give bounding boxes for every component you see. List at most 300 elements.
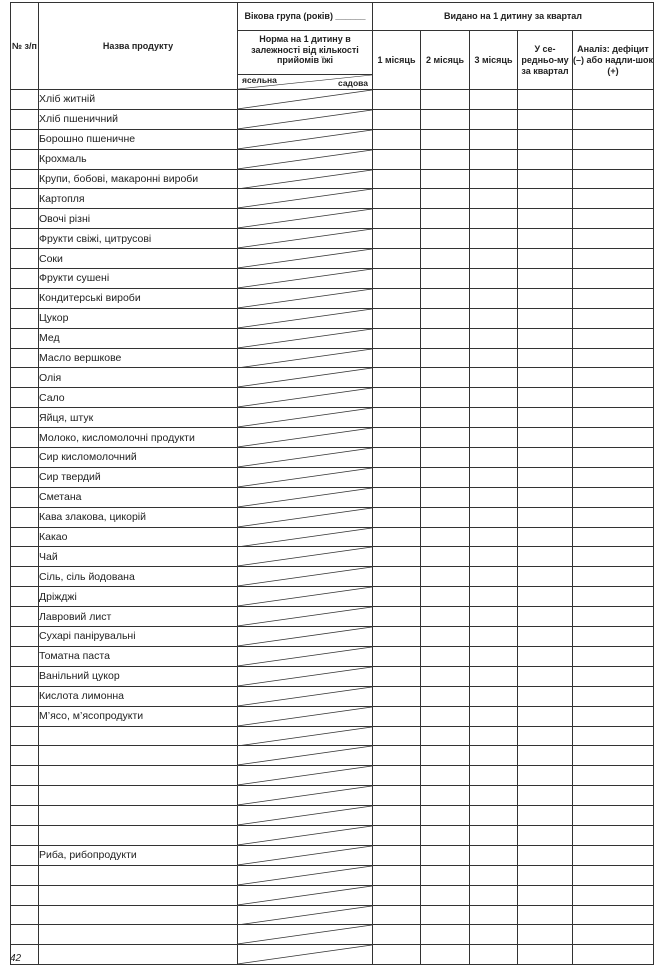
analysis-cell[interactable] (573, 607, 654, 627)
month-1-cell[interactable] (373, 428, 421, 448)
average-cell[interactable] (518, 109, 573, 129)
norm-diagonal-cell[interactable] (238, 527, 373, 547)
month-1-cell[interactable] (373, 567, 421, 587)
norm-diagonal-cell[interactable] (238, 825, 373, 845)
average-cell[interactable] (518, 666, 573, 686)
month-3-cell[interactable] (470, 149, 518, 169)
month-1-cell[interactable] (373, 527, 421, 547)
month-2-cell[interactable] (421, 706, 470, 726)
norm-diagonal-cell[interactable] (238, 229, 373, 249)
row-number-cell[interactable] (11, 547, 39, 567)
month-1-cell[interactable] (373, 885, 421, 905)
analysis-cell[interactable] (573, 149, 654, 169)
month-1-cell[interactable] (373, 806, 421, 826)
analysis-cell[interactable] (573, 169, 654, 189)
month-1-cell[interactable] (373, 865, 421, 885)
norm-diagonal-cell[interactable] (238, 706, 373, 726)
month-2-cell[interactable] (421, 109, 470, 129)
norm-diagonal-cell[interactable] (238, 209, 373, 229)
row-number-cell[interactable] (11, 487, 39, 507)
month-3-cell[interactable] (470, 845, 518, 865)
row-number-cell[interactable] (11, 288, 39, 308)
norm-diagonal-cell[interactable] (238, 90, 373, 110)
month-2-cell[interactable] (421, 686, 470, 706)
norm-diagonal-cell[interactable] (238, 487, 373, 507)
month-1-cell[interactable] (373, 368, 421, 388)
month-2-cell[interactable] (421, 786, 470, 806)
average-cell[interactable] (518, 348, 573, 368)
norm-diagonal-cell[interactable] (238, 467, 373, 487)
month-3-cell[interactable] (470, 249, 518, 269)
norm-diagonal-cell[interactable] (238, 686, 373, 706)
month-2-cell[interactable] (421, 368, 470, 388)
month-1-cell[interactable] (373, 825, 421, 845)
month-3-cell[interactable] (470, 487, 518, 507)
average-cell[interactable] (518, 209, 573, 229)
average-cell[interactable] (518, 169, 573, 189)
month-3-cell[interactable] (470, 925, 518, 945)
month-2-cell[interactable] (421, 487, 470, 507)
analysis-cell[interactable] (573, 109, 654, 129)
month-2-cell[interactable] (421, 845, 470, 865)
analysis-cell[interactable] (573, 945, 654, 965)
month-1-cell[interactable] (373, 706, 421, 726)
norm-diagonal-cell[interactable] (238, 109, 373, 129)
month-3-cell[interactable] (470, 746, 518, 766)
row-number-cell[interactable] (11, 607, 39, 627)
average-cell[interactable] (518, 806, 573, 826)
norm-diagonal-cell[interactable] (238, 845, 373, 865)
month-1-cell[interactable] (373, 507, 421, 527)
analysis-cell[interactable] (573, 348, 654, 368)
row-number-cell[interactable] (11, 169, 39, 189)
month-2-cell[interactable] (421, 627, 470, 647)
row-number-cell[interactable] (11, 249, 39, 269)
month-3-cell[interactable] (470, 209, 518, 229)
norm-diagonal-cell[interactable] (238, 766, 373, 786)
month-1-cell[interactable] (373, 925, 421, 945)
month-2-cell[interactable] (421, 189, 470, 209)
analysis-cell[interactable] (573, 885, 654, 905)
analysis-cell[interactable] (573, 567, 654, 587)
norm-diagonal-cell[interactable] (238, 945, 373, 965)
norm-diagonal-cell[interactable] (238, 169, 373, 189)
analysis-cell[interactable] (573, 328, 654, 348)
month-3-cell[interactable] (470, 766, 518, 786)
month-2-cell[interactable] (421, 90, 470, 110)
norm-diagonal-cell[interactable] (238, 885, 373, 905)
row-number-cell[interactable] (11, 308, 39, 328)
month-3-cell[interactable] (470, 308, 518, 328)
average-cell[interactable] (518, 448, 573, 468)
average-cell[interactable] (518, 627, 573, 647)
norm-diagonal-cell[interactable] (238, 308, 373, 328)
month-2-cell[interactable] (421, 288, 470, 308)
row-number-cell[interactable] (11, 388, 39, 408)
norm-diagonal-cell[interactable] (238, 726, 373, 746)
month-1-cell[interactable] (373, 308, 421, 328)
month-3-cell[interactable] (470, 129, 518, 149)
average-cell[interactable] (518, 766, 573, 786)
analysis-cell[interactable] (573, 308, 654, 328)
month-3-cell[interactable] (470, 865, 518, 885)
month-1-cell[interactable] (373, 766, 421, 786)
month-1-cell[interactable] (373, 587, 421, 607)
row-number-cell[interactable] (11, 348, 39, 368)
month-2-cell[interactable] (421, 607, 470, 627)
month-3-cell[interactable] (470, 905, 518, 925)
row-number-cell[interactable] (11, 905, 39, 925)
norm-diagonal-cell[interactable] (238, 746, 373, 766)
month-1-cell[interactable] (373, 487, 421, 507)
month-1-cell[interactable] (373, 686, 421, 706)
analysis-cell[interactable] (573, 786, 654, 806)
month-1-cell[interactable] (373, 607, 421, 627)
month-3-cell[interactable] (470, 109, 518, 129)
average-cell[interactable] (518, 308, 573, 328)
analysis-cell[interactable] (573, 288, 654, 308)
analysis-cell[interactable] (573, 706, 654, 726)
month-2-cell[interactable] (421, 448, 470, 468)
analysis-cell[interactable] (573, 925, 654, 945)
month-1-cell[interactable] (373, 746, 421, 766)
month-2-cell[interactable] (421, 766, 470, 786)
month-3-cell[interactable] (470, 945, 518, 965)
row-number-cell[interactable] (11, 428, 39, 448)
analysis-cell[interactable] (573, 368, 654, 388)
average-cell[interactable] (518, 368, 573, 388)
month-1-cell[interactable] (373, 229, 421, 249)
norm-diagonal-cell[interactable] (238, 806, 373, 826)
average-cell[interactable] (518, 905, 573, 925)
month-3-cell[interactable] (470, 587, 518, 607)
norm-diagonal-cell[interactable] (238, 408, 373, 428)
average-cell[interactable] (518, 646, 573, 666)
month-1-cell[interactable] (373, 169, 421, 189)
month-1-cell[interactable] (373, 328, 421, 348)
month-1-cell[interactable] (373, 149, 421, 169)
average-cell[interactable] (518, 487, 573, 507)
month-2-cell[interactable] (421, 408, 470, 428)
analysis-cell[interactable] (573, 666, 654, 686)
row-number-cell[interactable] (11, 646, 39, 666)
month-3-cell[interactable] (470, 507, 518, 527)
month-3-cell[interactable] (470, 408, 518, 428)
row-number-cell[interactable] (11, 229, 39, 249)
row-number-cell[interactable] (11, 845, 39, 865)
month-2-cell[interactable] (421, 905, 470, 925)
row-number-cell[interactable] (11, 467, 39, 487)
month-3-cell[interactable] (470, 348, 518, 368)
month-1-cell[interactable] (373, 627, 421, 647)
month-3-cell[interactable] (470, 607, 518, 627)
month-1-cell[interactable] (373, 288, 421, 308)
average-cell[interactable] (518, 607, 573, 627)
row-number-cell[interactable] (11, 587, 39, 607)
average-cell[interactable] (518, 746, 573, 766)
norm-diagonal-cell[interactable] (238, 646, 373, 666)
analysis-cell[interactable] (573, 90, 654, 110)
month-1-cell[interactable] (373, 388, 421, 408)
norm-diagonal-cell[interactable] (238, 905, 373, 925)
month-2-cell[interactable] (421, 328, 470, 348)
analysis-cell[interactable] (573, 467, 654, 487)
average-cell[interactable] (518, 567, 573, 587)
month-2-cell[interactable] (421, 348, 470, 368)
norm-diagonal-cell[interactable] (238, 666, 373, 686)
analysis-cell[interactable] (573, 527, 654, 547)
month-1-cell[interactable] (373, 408, 421, 428)
month-3-cell[interactable] (470, 726, 518, 746)
analysis-cell[interactable] (573, 646, 654, 666)
month-1-cell[interactable] (373, 448, 421, 468)
month-1-cell[interactable] (373, 209, 421, 229)
average-cell[interactable] (518, 269, 573, 289)
row-number-cell[interactable] (11, 368, 39, 388)
row-number-cell[interactable] (11, 448, 39, 468)
month-3-cell[interactable] (470, 388, 518, 408)
month-2-cell[interactable] (421, 129, 470, 149)
average-cell[interactable] (518, 189, 573, 209)
row-number-cell[interactable] (11, 925, 39, 945)
month-3-cell[interactable] (470, 169, 518, 189)
month-2-cell[interactable] (421, 507, 470, 527)
analysis-cell[interactable] (573, 806, 654, 826)
analysis-cell[interactable] (573, 726, 654, 746)
analysis-cell[interactable] (573, 129, 654, 149)
row-number-cell[interactable] (11, 627, 39, 647)
row-number-cell[interactable] (11, 269, 39, 289)
row-number-cell[interactable] (11, 149, 39, 169)
analysis-cell[interactable] (573, 448, 654, 468)
row-number-cell[interactable] (11, 885, 39, 905)
analysis-cell[interactable] (573, 189, 654, 209)
norm-diagonal-cell[interactable] (238, 448, 373, 468)
average-cell[interactable] (518, 945, 573, 965)
analysis-cell[interactable] (573, 845, 654, 865)
norm-diagonal-cell[interactable] (238, 428, 373, 448)
month-2-cell[interactable] (421, 249, 470, 269)
month-1-cell[interactable] (373, 189, 421, 209)
average-cell[interactable] (518, 885, 573, 905)
row-number-cell[interactable] (11, 507, 39, 527)
norm-diagonal-cell[interactable] (238, 269, 373, 289)
analysis-cell[interactable] (573, 547, 654, 567)
month-3-cell[interactable] (470, 547, 518, 567)
month-3-cell[interactable] (470, 448, 518, 468)
month-2-cell[interactable] (421, 925, 470, 945)
row-number-cell[interactable] (11, 209, 39, 229)
average-cell[interactable] (518, 288, 573, 308)
average-cell[interactable] (518, 467, 573, 487)
row-number-cell[interactable] (11, 865, 39, 885)
month-3-cell[interactable] (470, 467, 518, 487)
month-2-cell[interactable] (421, 825, 470, 845)
month-3-cell[interactable] (470, 825, 518, 845)
norm-diagonal-cell[interactable] (238, 328, 373, 348)
average-cell[interactable] (518, 825, 573, 845)
analysis-cell[interactable] (573, 905, 654, 925)
month-3-cell[interactable] (470, 567, 518, 587)
norm-diagonal-cell[interactable] (238, 189, 373, 209)
month-2-cell[interactable] (421, 229, 470, 249)
month-1-cell[interactable] (373, 467, 421, 487)
row-number-cell[interactable] (11, 746, 39, 766)
month-1-cell[interactable] (373, 109, 421, 129)
average-cell[interactable] (518, 587, 573, 607)
analysis-cell[interactable] (573, 686, 654, 706)
month-2-cell[interactable] (421, 587, 470, 607)
norm-diagonal-cell[interactable] (238, 786, 373, 806)
norm-diagonal-cell[interactable] (238, 607, 373, 627)
month-3-cell[interactable] (470, 885, 518, 905)
analysis-cell[interactable] (573, 209, 654, 229)
month-2-cell[interactable] (421, 945, 470, 965)
average-cell[interactable] (518, 129, 573, 149)
month-2-cell[interactable] (421, 209, 470, 229)
month-3-cell[interactable] (470, 90, 518, 110)
norm-diagonal-cell[interactable] (238, 149, 373, 169)
month-3-cell[interactable] (470, 288, 518, 308)
month-3-cell[interactable] (470, 706, 518, 726)
average-cell[interactable] (518, 428, 573, 448)
row-number-cell[interactable] (11, 825, 39, 845)
norm-diagonal-cell[interactable] (238, 348, 373, 368)
month-1-cell[interactable] (373, 845, 421, 865)
month-3-cell[interactable] (470, 806, 518, 826)
month-2-cell[interactable] (421, 149, 470, 169)
average-cell[interactable] (518, 229, 573, 249)
month-1-cell[interactable] (373, 646, 421, 666)
month-3-cell[interactable] (470, 328, 518, 348)
norm-diagonal-cell[interactable] (238, 587, 373, 607)
month-1-cell[interactable] (373, 945, 421, 965)
analysis-cell[interactable] (573, 507, 654, 527)
month-2-cell[interactable] (421, 726, 470, 746)
row-number-cell[interactable] (11, 567, 39, 587)
average-cell[interactable] (518, 527, 573, 547)
average-cell[interactable] (518, 408, 573, 428)
month-1-cell[interactable] (373, 90, 421, 110)
row-number-cell[interactable] (11, 666, 39, 686)
month-1-cell[interactable] (373, 786, 421, 806)
row-number-cell[interactable] (11, 90, 39, 110)
month-1-cell[interactable] (373, 905, 421, 925)
average-cell[interactable] (518, 845, 573, 865)
norm-diagonal-cell[interactable] (238, 567, 373, 587)
analysis-cell[interactable] (573, 825, 654, 845)
month-2-cell[interactable] (421, 169, 470, 189)
month-1-cell[interactable] (373, 129, 421, 149)
month-2-cell[interactable] (421, 308, 470, 328)
average-cell[interactable] (518, 547, 573, 567)
month-3-cell[interactable] (470, 189, 518, 209)
month-2-cell[interactable] (421, 269, 470, 289)
month-3-cell[interactable] (470, 368, 518, 388)
month-3-cell[interactable] (470, 646, 518, 666)
row-number-cell[interactable] (11, 408, 39, 428)
average-cell[interactable] (518, 507, 573, 527)
month-3-cell[interactable] (470, 686, 518, 706)
month-3-cell[interactable] (470, 269, 518, 289)
analysis-cell[interactable] (573, 865, 654, 885)
analysis-cell[interactable] (573, 269, 654, 289)
analysis-cell[interactable] (573, 627, 654, 647)
month-2-cell[interactable] (421, 646, 470, 666)
month-3-cell[interactable] (470, 428, 518, 448)
month-1-cell[interactable] (373, 726, 421, 746)
month-2-cell[interactable] (421, 666, 470, 686)
row-number-cell[interactable] (11, 328, 39, 348)
norm-diagonal-cell[interactable] (238, 288, 373, 308)
average-cell[interactable] (518, 925, 573, 945)
month-3-cell[interactable] (470, 786, 518, 806)
average-cell[interactable] (518, 149, 573, 169)
analysis-cell[interactable] (573, 229, 654, 249)
row-number-cell[interactable] (11, 527, 39, 547)
analysis-cell[interactable] (573, 428, 654, 448)
norm-diagonal-cell[interactable] (238, 129, 373, 149)
row-number-cell[interactable] (11, 806, 39, 826)
analysis-cell[interactable] (573, 487, 654, 507)
analysis-cell[interactable] (573, 746, 654, 766)
row-number-cell[interactable] (11, 686, 39, 706)
average-cell[interactable] (518, 328, 573, 348)
norm-diagonal-cell[interactable] (238, 925, 373, 945)
month-2-cell[interactable] (421, 467, 470, 487)
norm-diagonal-cell[interactable] (238, 368, 373, 388)
average-cell[interactable] (518, 249, 573, 269)
row-number-cell[interactable] (11, 766, 39, 786)
average-cell[interactable] (518, 726, 573, 746)
month-2-cell[interactable] (421, 865, 470, 885)
month-2-cell[interactable] (421, 547, 470, 567)
row-number-cell[interactable] (11, 109, 39, 129)
norm-diagonal-cell[interactable] (238, 388, 373, 408)
month-2-cell[interactable] (421, 428, 470, 448)
month-2-cell[interactable] (421, 885, 470, 905)
month-3-cell[interactable] (470, 229, 518, 249)
row-number-cell[interactable] (11, 189, 39, 209)
average-cell[interactable] (518, 786, 573, 806)
analysis-cell[interactable] (573, 766, 654, 786)
norm-diagonal-cell[interactable] (238, 627, 373, 647)
month-2-cell[interactable] (421, 806, 470, 826)
row-number-cell[interactable] (11, 706, 39, 726)
analysis-cell[interactable] (573, 408, 654, 428)
average-cell[interactable] (518, 706, 573, 726)
month-2-cell[interactable] (421, 567, 470, 587)
month-1-cell[interactable] (373, 249, 421, 269)
row-number-cell[interactable] (11, 129, 39, 149)
month-3-cell[interactable] (470, 666, 518, 686)
average-cell[interactable] (518, 865, 573, 885)
month-2-cell[interactable] (421, 527, 470, 547)
month-1-cell[interactable] (373, 348, 421, 368)
average-cell[interactable] (518, 686, 573, 706)
average-cell[interactable] (518, 90, 573, 110)
row-number-cell[interactable] (11, 726, 39, 746)
norm-diagonal-cell[interactable] (238, 249, 373, 269)
month-2-cell[interactable] (421, 746, 470, 766)
month-3-cell[interactable] (470, 527, 518, 547)
norm-diagonal-cell[interactable] (238, 507, 373, 527)
month-1-cell[interactable] (373, 666, 421, 686)
row-number-cell[interactable] (11, 786, 39, 806)
analysis-cell[interactable] (573, 587, 654, 607)
average-cell[interactable] (518, 388, 573, 408)
norm-diagonal-cell[interactable] (238, 865, 373, 885)
